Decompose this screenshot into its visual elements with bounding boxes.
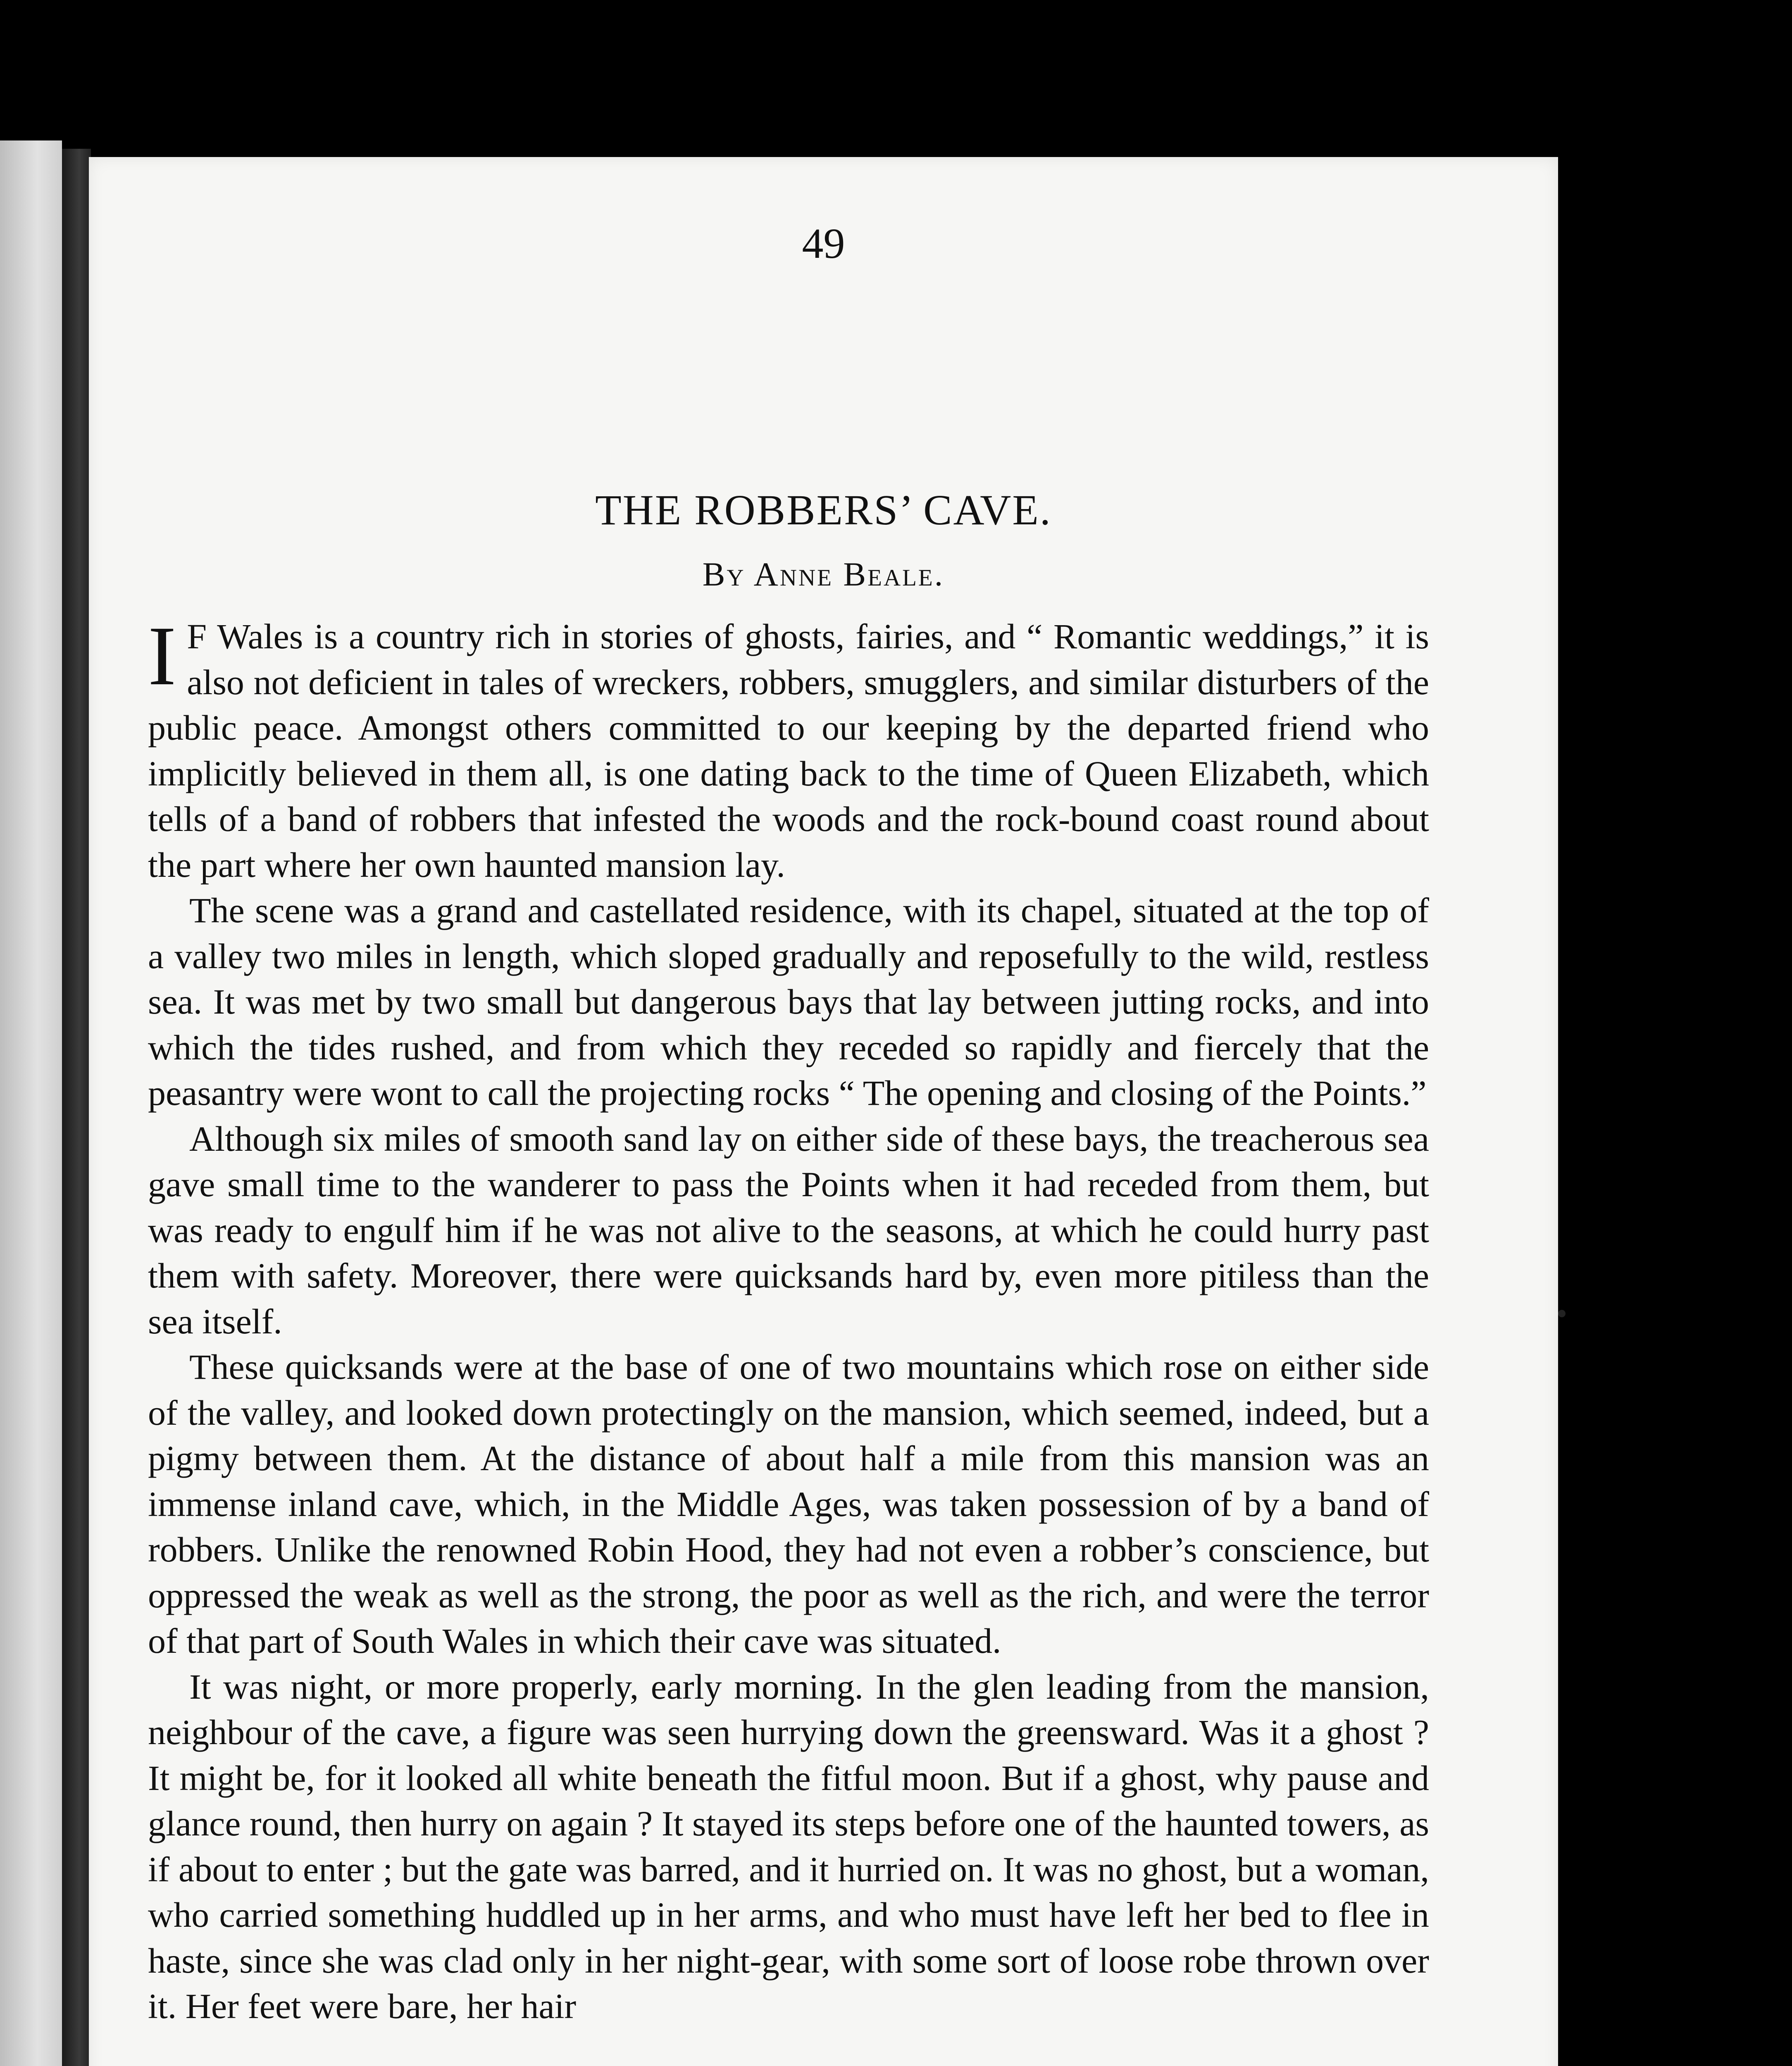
drop-cap: I (148, 609, 176, 703)
paragraph-2: The scene was a grand and castellated residence, with its chapel, situated at the top of a valley two miles in length, which sloped gradually and reposefully to the wild, restless sea. It was met by two small but dangerous bays that lay between jutting rocks, and into which the tides rushed, and from which they receded so rapidly and fiercely that the peasantry were wont to call the projecting rocks “ The opening and closing of the Points.” (148, 890, 1429, 1113)
article-byline: By Anne Beale. (702, 555, 945, 593)
paragraph-4: These quicksands were at the base of one of two mountains which rose on either side of the valley, and looked down protectingly on the mansion, which seemed, indeed, but a pigmy between them. At the distance of about half a mile from this mansion was an immense inland cave, which, in the Middle Ages, was taken possession of by a band of robbers. Unlike the renowned Robin Hood, they had not even a robber’s conscience, but oppressed the weak as well as the strong, the poor as well as the rich, and were the terror of that part of South Wales in which their cave was situated. (148, 1347, 1429, 1661)
dust-speck (1558, 1310, 1566, 1317)
paragraph-3: Although six miles of smooth sand lay on either side of these bays, the treacherous sea gave small time to the wanderer to pass the Points when it had receded from them, but was ready to engulf him if he was not alive to the seasons, at which he could hurry past them with safety. Moreover, there were quicksands hard by, even more pitiless than the sea itself. (148, 1119, 1429, 1341)
facing-page-edge (0, 140, 62, 2066)
page-number: 49 (802, 220, 845, 267)
article-body (148, 609, 1429, 2029)
book-page (89, 157, 1558, 2066)
paragraph-1-text: F Wales is a country rich in stories of ghosts, fairies, and “ Romantic weddings,” it is also not deficient in tales of wreckers, robbers, smugglers, and similar disturbers of the public peace. Amongst others committed to our keeping by the departed friend who implicitly believed in them all, is one dating back to the time of Queen Elizabeth, which tells of a band of robbers that infested the woods and the rock-bound coast round about the part where her own haunted mansion lay. (148, 616, 1429, 885)
article-title: THE ROBBERS’ CAVE. (595, 486, 1052, 534)
paragraph-5: It was night, or more properly, early morning. In the glen leading from the mansion, neighbour of the cave, a figure was seen hurrying down the greensward. Was it a ghost ? It might be, for it looked all white beneath the fitful moon. But if a ghost, why pause and glance round, then hurry on again ? It stayed its steps before one of the haunted towers, as if about to enter ; but the gate was barred, and it hurried on. It was no ghost, but a woman, who carried something huddled up in her arms, and who must have left her bed to flee in haste, since she was clad only in her night-gear, with some sort of loose robe thrown over it. Her feet were bare, her hair (148, 1666, 1429, 2026)
paragraph-1 (148, 609, 1429, 888)
book-spine-shadow (62, 149, 91, 2066)
